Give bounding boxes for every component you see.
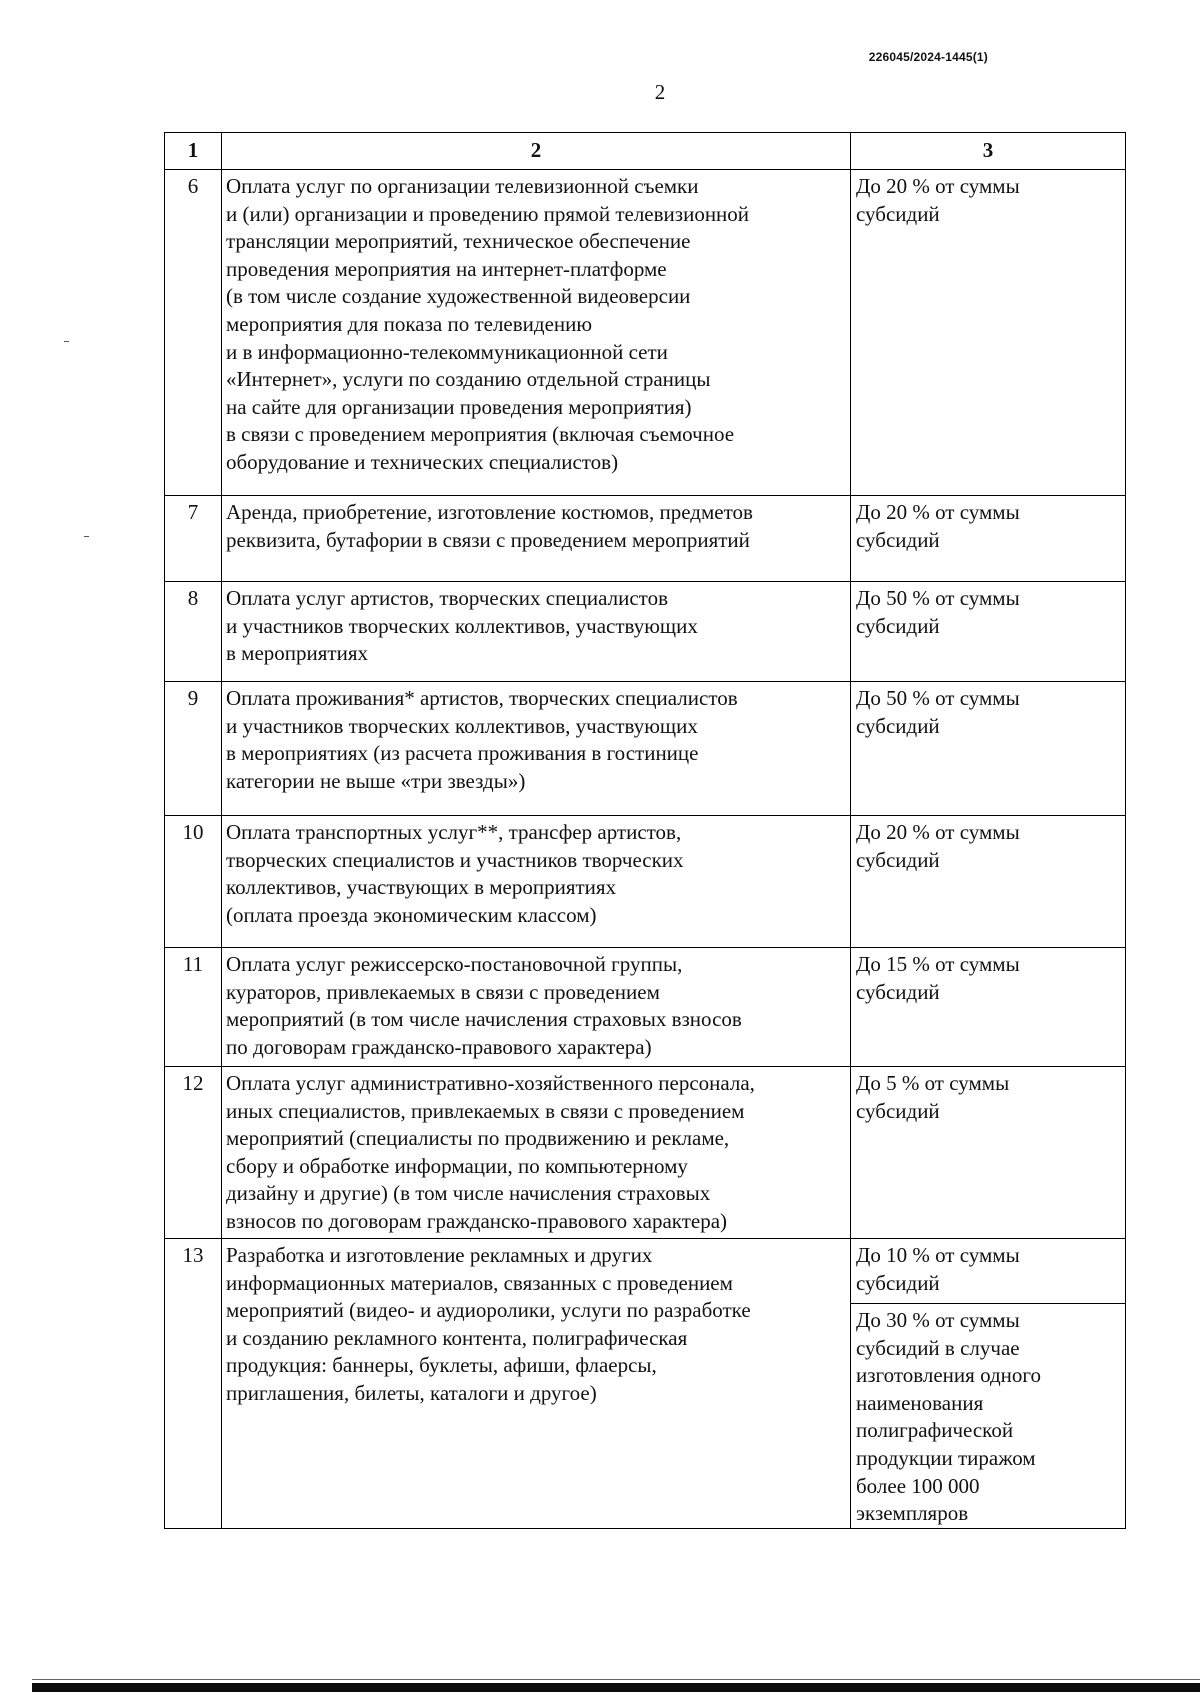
table-row: [165, 816, 1126, 948]
subsidy-share-extra: До 30 % от суммы субсидий в случае изготовления одного наименования полиграфической продукции тиражом более 100 000 экземпляров: [851, 1304, 1126, 1529]
row-number: 13: [165, 1239, 222, 1529]
table-row: [165, 1239, 1126, 1304]
column-header-2: 2: [222, 133, 851, 170]
expense-description: Аренда, приобретение, изготовление костюмов, предметов реквизита, бутафории в связи с проведением мероприятий: [222, 496, 851, 582]
expense-description: Оплата услуг по организации телевизионной съемки и (или) организации и проведению прямой телевизионной трансляции мероприятий, техническое обеспечение проведения мероприятия на интернет-платформе (в том числе создание художественной видеоверсии мероприятия для показа по телевидению и в информационно-телекоммуникационной сети «Интернет», услуги по созданию отдельной страницы на сайте для организации проведения мероприятия) в связи с проведением мероприятия (включая съемочное оборудование и технических специалистов): [222, 170, 851, 496]
page-number: 2: [654, 80, 666, 104]
table-row: [165, 948, 1126, 1067]
table-row: [165, 682, 1126, 816]
row-number: 8: [165, 582, 222, 682]
subsidy-share: До 20 % от суммы субсидий: [851, 816, 1126, 948]
row-number: 12: [165, 1067, 222, 1239]
expense-description: Оплата услуг режиссерско-постановочной группы, кураторов, привлекаемых в связи с проведением мероприятий (в том числе начисления страховых взносов по договорам гражданско-правового характера): [222, 948, 851, 1067]
expense-description: Оплата услуг административно-хозяйственного персонала, иных специалистов, привлекаемых в связи с проведением мероприятий (специалисты по продвижению и рекламе, сбору и обработке информации, по компьютерному дизайну и другие) (в том числе начисления страховых взносов по договорам гражданско-правового характера): [222, 1067, 851, 1239]
subsidy-share: До 50 % от суммы субсидий: [851, 682, 1126, 816]
row-number: 9: [165, 682, 222, 816]
expense-description: Оплата проживания* артистов, творческих специалистов и участников творческих коллективов, участвующих в мероприятиях (из расчета проживания в гостинице категории не выше «три звезды»): [222, 682, 851, 816]
margin-scan-mark: [84, 536, 89, 537]
subsidy-share: До 20 % от суммы субсидий: [851, 496, 1126, 582]
document-id: 226045/2024-1445(1): [868, 50, 988, 64]
subsidy-share: До 10 % от суммы субсидий: [851, 1239, 1126, 1304]
table-row: [165, 170, 1126, 496]
expense-table: [164, 132, 1126, 1529]
subsidy-share: До 50 % от суммы субсидий: [851, 582, 1126, 682]
subsidy-share: До 15 % от суммы субсидий: [851, 948, 1126, 1067]
column-header-3: 3: [851, 133, 1126, 170]
table-header-row: [165, 133, 1126, 170]
row-number: 10: [165, 816, 222, 948]
subsidy-share: До 20 % от суммы субсидий: [851, 170, 1126, 496]
expense-description: Оплата услуг артистов, творческих специалистов и участников творческих коллективов, участвующих в мероприятиях: [222, 582, 851, 682]
row-number: 7: [165, 496, 222, 582]
margin-scan-mark: [64, 341, 69, 342]
expense-description: Оплата транспортных услуг**, трансфер артистов, творческих специалистов и участников творческих коллективов, участвующих в мероприятиях (оплата проезда экономическим классом): [222, 816, 851, 948]
subsidy-share: До 5 % от суммы субсидий: [851, 1067, 1126, 1239]
table-row: [165, 582, 1126, 682]
table-row: [165, 496, 1126, 582]
column-header-1: 1: [165, 133, 222, 170]
table-row: [165, 1067, 1126, 1239]
row-number: 6: [165, 170, 222, 496]
scan-edge-bar: [32, 1683, 1200, 1692]
scan-edge-line: [32, 1679, 1200, 1680]
row-number: 11: [165, 948, 222, 1067]
expense-description: Разработка и изготовление рекламных и других информационных материалов, связанных с проведением мероприятий (видео- и аудиоролики, услуги по разработке и созданию рекламного контента, полиграфическая продукция: баннеры, буклеты, афиши, флаерсы, приглашения, билеты, каталоги и другое): [222, 1239, 851, 1529]
